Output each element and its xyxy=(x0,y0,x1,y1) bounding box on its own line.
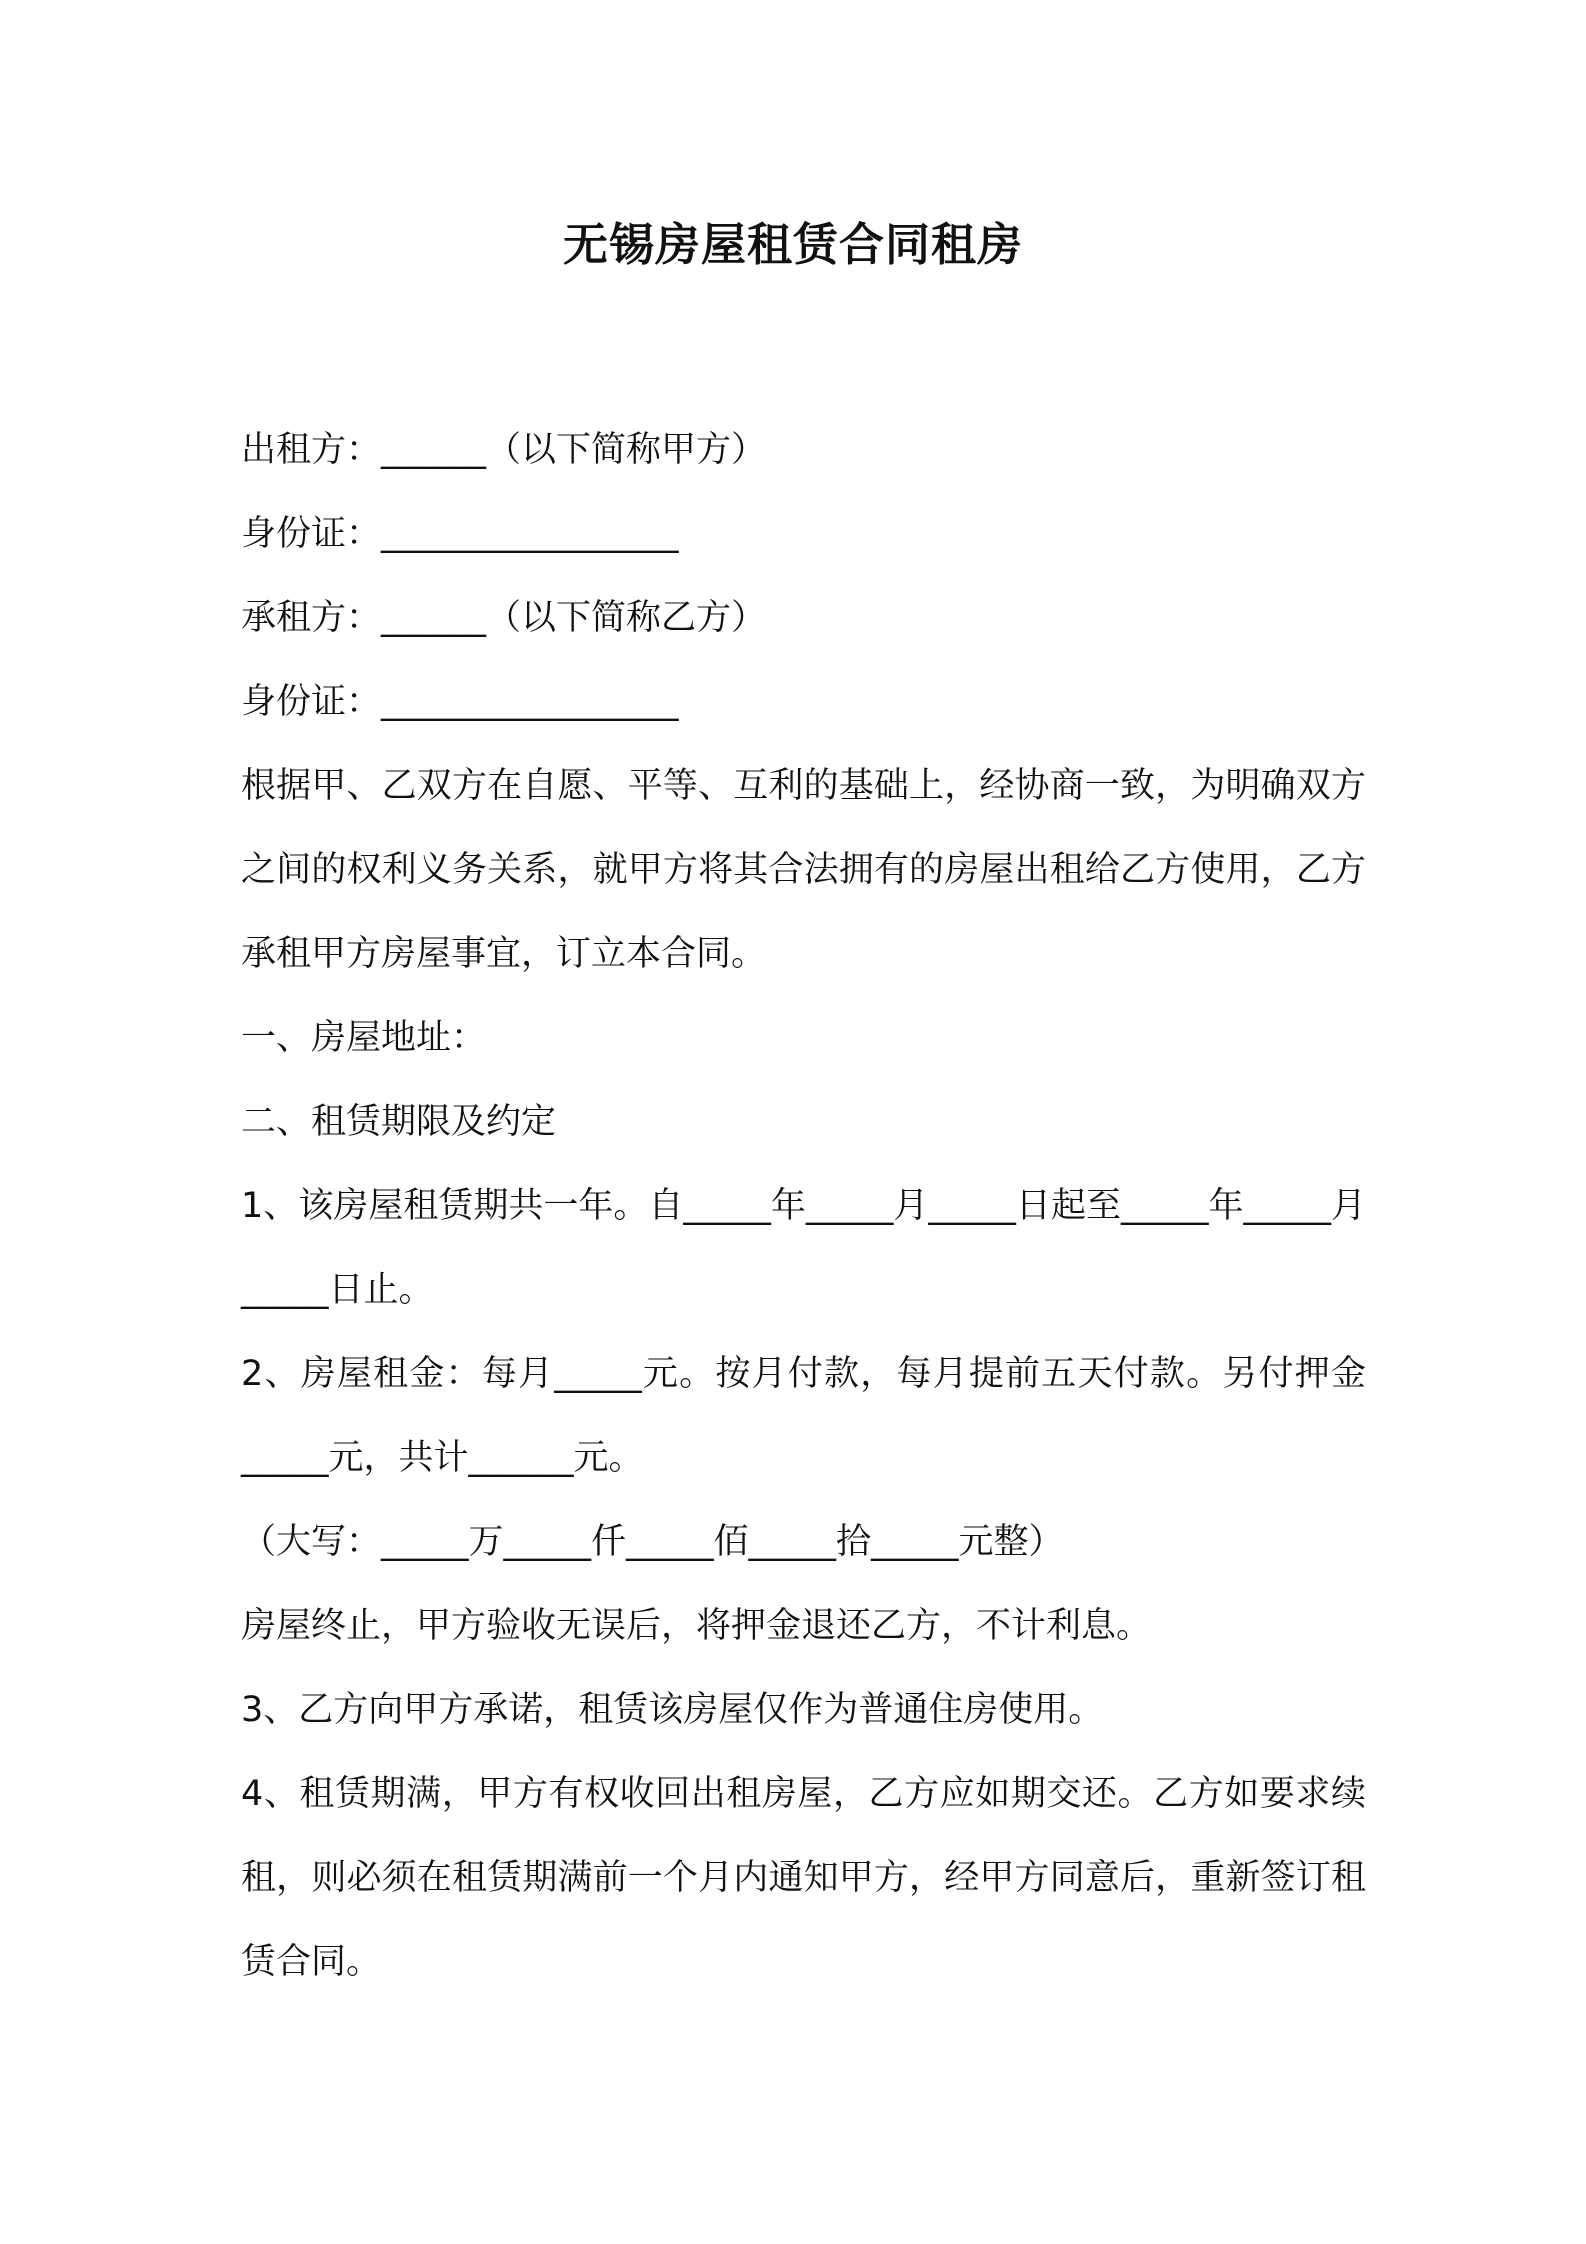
deposit-return-line: 房屋终止，甲方验收无误后，将押金退还乙方，不计利息。 xyxy=(241,1606,1152,1646)
lessor-id-line: 身份证：_________________ xyxy=(241,514,679,554)
clause-4-renewal: 4、租赁期满，甲方有权收回出租房屋，乙方应如期交还。乙方如要求续租，则必须在租赁期满前一个月内通知甲方，经甲方同意后，重新签订租赁合同。 xyxy=(241,1774,1366,1982)
lessor-line: 出租方：______（以下简称甲方） xyxy=(241,430,767,470)
preamble-paragraph: 根据甲、乙双方在自愿、平等、互利的基础上，经协商一致，为明确双方之间的权利义务关系，就甲方将其合法拥有的房屋出租给乙方使用，乙方承租甲方房屋事宜，订立本合同。 xyxy=(241,766,1366,974)
lessee-id-line: 身份证：_________________ xyxy=(241,682,679,722)
document-title: 无锡房屋租赁合同租房 xyxy=(562,218,1023,271)
clause-2-rent: 2、房屋租金：每月_____元。按月付款，每月提前五天付款。另付押金_____元，共计______元。 xyxy=(241,1354,1366,1478)
capital-amount-line: （大写：_____万_____仟_____佰_____拾_____元整） xyxy=(241,1522,1064,1562)
section-1-heading: 一、房屋地址： xyxy=(241,1018,487,1058)
section-2-heading: 二、租赁期限及约定 xyxy=(241,1102,557,1142)
clause-1-lease-term: 1、该房屋租赁期共一年。自_____年_____月_____日起至_____年_____月_____日止。 xyxy=(241,1186,1366,1310)
clause-3-usage: 3、乙方向甲方承诺，租赁该房屋仅作为普通住房使用。 xyxy=(241,1690,1104,1730)
lessee-line: 承租方：______（以下简称乙方） xyxy=(241,598,767,638)
document-body xyxy=(241,408,1366,2004)
